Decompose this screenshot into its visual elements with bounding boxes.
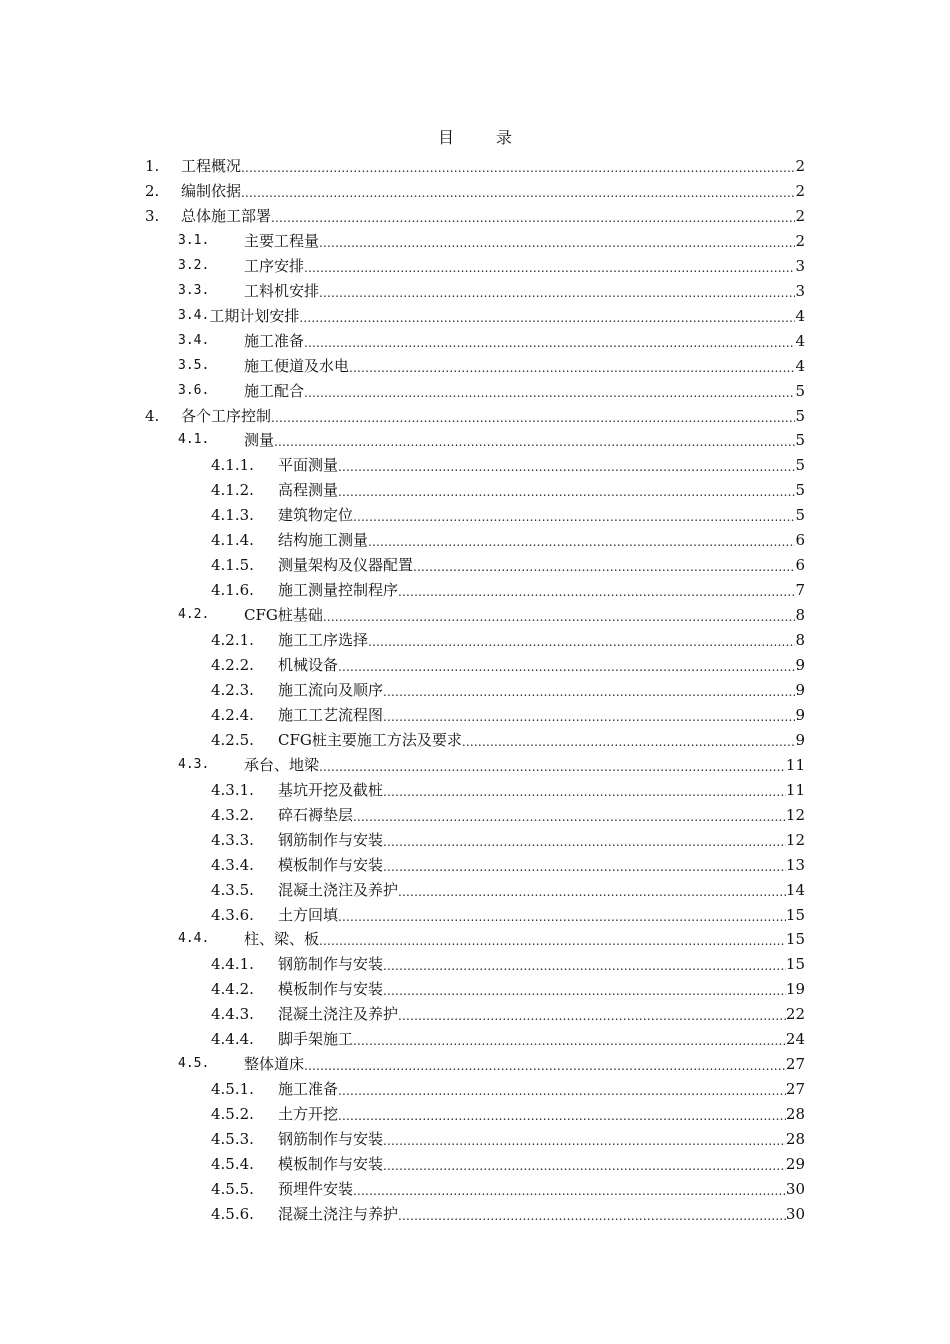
- toc-dot-leader: [383, 830, 786, 850]
- toc-entry-page-number: 9: [795, 656, 805, 674]
- toc-entry-label: 工序安排: [244, 256, 305, 275]
- toc-entry[interactable]: [211, 999, 805, 1024]
- toc-entry-label: 工期计划安排: [209, 306, 300, 325]
- toc-entry[interactable]: [211, 775, 805, 800]
- toc-entry-label: 柱、梁、板: [244, 930, 320, 949]
- toc-entry-label: 测量架构及仪器配置: [278, 556, 414, 575]
- toc-entry[interactable]: [211, 550, 805, 575]
- toc-entry-label: 工料机安排: [244, 281, 320, 300]
- toc-entry[interactable]: [211, 725, 805, 750]
- toc-entry-number: 4.5.5.: [211, 1179, 254, 1198]
- toc-dot-leader: [353, 1179, 786, 1199]
- toc-dot-leader: [383, 954, 786, 974]
- toc-entry-page-number: 2: [795, 231, 805, 250]
- toc-dot-leader: [398, 880, 786, 900]
- toc-entry-number: 4.1.: [178, 432, 210, 448]
- toc-title-left: 目: [437, 128, 454, 147]
- toc-title: [0, 127, 950, 149]
- toc-entry-label: 脚手架施工: [278, 1030, 354, 1049]
- toc-entry[interactable]: [211, 1099, 805, 1124]
- toc-dot-leader: [319, 929, 786, 949]
- toc-entry-number: 4.3.2.: [211, 805, 254, 824]
- toc-entry-page-number: 12: [785, 830, 805, 849]
- toc-entry-page-number: 13: [785, 855, 805, 874]
- toc-entry-page-number: 15: [785, 905, 805, 924]
- toc-entry-label: 整体道床: [244, 1055, 305, 1074]
- toc-entry-number: 1.: [145, 157, 160, 175]
- toc-entry[interactable]: [211, 1074, 805, 1099]
- toc-dot-leader: [383, 680, 795, 700]
- toc-entry-number: 4.1.6.: [211, 581, 254, 600]
- toc-entry-label: 土方开挖: [278, 1105, 339, 1124]
- toc-entry-page-number: 30: [785, 1179, 805, 1198]
- toc-entry-page-number: 5: [795, 381, 805, 400]
- toc-entry-label: 编制依据: [181, 181, 242, 200]
- toc-entry-number: 4.2.3.: [211, 680, 254, 699]
- toc-dot-leader: [398, 1204, 786, 1224]
- toc-entry[interactable]: [178, 376, 805, 401]
- toc-entry[interactable]: [178, 425, 805, 450]
- toc-entry[interactable]: [145, 401, 805, 426]
- toc-dot-leader: [353, 805, 786, 825]
- toc-entry-page-number: 28: [785, 1105, 805, 1124]
- toc-entry[interactable]: [211, 475, 805, 500]
- toc-dot-leader: [323, 605, 796, 625]
- toc-dot-leader: [368, 530, 795, 550]
- toc-entry-number: 4.4.2.: [211, 980, 254, 999]
- toc-dot-leader: [383, 1129, 786, 1149]
- toc-entry-label: CFG桩基础: [244, 606, 323, 625]
- toc-entry-number: 4.3.1.: [211, 780, 254, 799]
- toc-entry-page-number: 4: [795, 356, 805, 375]
- toc-entry-page-number: 7: [795, 581, 805, 600]
- toc-dot-leader: [304, 331, 795, 351]
- toc-entry-number: 4.2.2.: [211, 656, 254, 674]
- toc-dot-leader: [319, 281, 795, 301]
- toc-entry-label: 混凝土浇注与养护: [278, 1204, 399, 1223]
- toc-dot-leader: [241, 181, 795, 201]
- toc-dot-leader: [413, 555, 795, 575]
- toc-entry[interactable]: [211, 949, 805, 974]
- toc-entry-page-number: 5: [795, 481, 805, 500]
- toc-dot-leader: [353, 1029, 786, 1049]
- toc-entry-page-number: 8: [795, 606, 805, 625]
- toc-dot-leader: [383, 1154, 786, 1174]
- toc-entry[interactable]: [211, 825, 805, 850]
- toc-entry-label: 主要工程量: [244, 231, 320, 250]
- toc-entry[interactable]: [211, 800, 805, 825]
- toc-dot-leader: [338, 655, 795, 675]
- toc-entry-label: 模板制作与安装: [278, 980, 384, 999]
- toc-entry[interactable]: [211, 974, 805, 999]
- toc-entry-page-number: 5: [795, 431, 805, 450]
- toc-entry-number: 3.4.: [178, 332, 210, 348]
- toc-entry-page-number: 5: [795, 406, 805, 425]
- toc-entry[interactable]: [145, 201, 805, 226]
- toc-entry-label: 土方回填: [278, 905, 339, 924]
- toc-entry-number: 4.: [145, 406, 160, 425]
- toc-entry-page-number: 11: [785, 755, 805, 774]
- toc-dot-leader: [271, 206, 795, 226]
- toc-entry-label: 测量: [244, 431, 275, 450]
- toc-entry-page-number: 15: [785, 930, 805, 949]
- toc-entry-page-number: 9: [795, 680, 805, 699]
- toc-entry-number: 3.4.: [178, 307, 210, 323]
- toc-entry-label: 混凝土浇注及养护: [278, 880, 399, 899]
- toc-entry-label: 施工便道及水电: [244, 356, 350, 375]
- toc-dot-leader: [304, 256, 795, 276]
- toc-dot-leader: [338, 1079, 786, 1099]
- toc-entry-label: 施工工艺流程图: [278, 705, 384, 724]
- toc-entry-number: 4.2.5.: [211, 730, 254, 749]
- toc-entry-label: 预埋件安装: [278, 1179, 354, 1198]
- toc-entry-page-number: 14: [785, 880, 805, 899]
- toc-dot-leader: [398, 1004, 786, 1024]
- toc-entry[interactable]: [178, 924, 805, 949]
- toc-entry-label: 钢筋制作与安装: [278, 1130, 384, 1149]
- toc-dot-leader: [338, 455, 795, 475]
- toc-entry-label: 结构施工测量: [278, 531, 369, 550]
- toc-entry[interactable]: [178, 1049, 805, 1074]
- toc-entry-number: 2.: [145, 181, 160, 200]
- toc-entry-label: 工程概况: [181, 157, 242, 175]
- toc-entry-label: 施工配合: [244, 381, 305, 400]
- toc-entry-page-number: 2: [795, 181, 805, 200]
- toc-entry-number: 4.5.3.: [211, 1130, 254, 1149]
- toc-entry-label: 施工工序选择: [278, 631, 369, 650]
- toc-entry[interactable]: [211, 575, 805, 600]
- toc-entry-label: 施工测量控制程序: [278, 581, 399, 600]
- toc-title-right: 录: [496, 128, 513, 147]
- toc-entry-label: 模板制作与安装: [278, 855, 384, 874]
- toc-entry[interactable]: [178, 326, 805, 351]
- toc-entry[interactable]: [211, 450, 805, 475]
- toc-entry-page-number: 27: [785, 1080, 805, 1099]
- toc-entry-page-number: 4: [795, 306, 805, 325]
- toc-entry-label: 机械设备: [278, 656, 339, 674]
- toc-entry-page-number: 5: [795, 456, 805, 475]
- toc-entry-page-number: 12: [785, 805, 805, 824]
- toc-entry[interactable]: [211, 650, 805, 675]
- toc-entry[interactable]: [145, 176, 805, 201]
- toc-dot-leader: [338, 905, 786, 925]
- toc-entry-page-number: 6: [795, 531, 805, 550]
- toc-entry[interactable]: [145, 151, 805, 176]
- toc-entry[interactable]: [211, 1149, 805, 1174]
- toc-entry-number: 4.2.: [178, 607, 210, 623]
- toc-dot-leader: [299, 306, 795, 326]
- toc-entry-number: 4.1.5.: [211, 556, 254, 575]
- toc-dot-leader: [368, 630, 795, 650]
- toc-entry-page-number: 11: [785, 780, 805, 799]
- toc-entry-number: 4.3.: [178, 756, 210, 772]
- toc-dot-leader: [274, 430, 795, 450]
- toc-entry-label: 总体施工部署: [181, 206, 272, 225]
- toc-entry-number: 4.5.: [178, 1056, 210, 1072]
- toc-entry-page-number: 2: [795, 206, 805, 225]
- toc-entry-number: 4.4.3.: [211, 1005, 254, 1024]
- toc-entry[interactable]: [178, 276, 805, 301]
- toc-entry[interactable]: [211, 1174, 805, 1199]
- toc-entry[interactable]: [211, 500, 805, 525]
- toc-dot-leader: [462, 730, 796, 750]
- toc-entry-page-number: 5: [795, 506, 805, 525]
- toc-entry-number: 4.2.1.: [211, 631, 254, 650]
- toc-entry[interactable]: [211, 700, 805, 725]
- toc-entry-number: 4.1.2.: [211, 481, 254, 500]
- toc-entry-label: 各个工序控制: [181, 406, 272, 425]
- toc-entry-number: 3.5.: [178, 357, 210, 373]
- toc-dot-leader: [319, 231, 795, 251]
- toc-entry-label: 基坑开挖及截桩: [278, 780, 384, 799]
- toc-dot-leader: [383, 780, 786, 800]
- toc-entry-page-number: 2: [795, 157, 805, 175]
- toc-entry-number: 4.2.4.: [211, 705, 254, 724]
- toc-dot-leader: [349, 356, 795, 376]
- toc-entry-number: 3.6.: [178, 382, 210, 398]
- toc-entry-label: CFG桩主要施工方法及要求: [278, 730, 462, 749]
- toc-entry-number: 4.3.5.: [211, 880, 254, 899]
- toc-entry-page-number: 22: [785, 1005, 805, 1024]
- toc-entry-number: 4.5.2.: [211, 1105, 254, 1124]
- toc-entry-page-number: 19: [785, 980, 805, 999]
- toc-entry-page-number: 15: [785, 955, 805, 974]
- toc-entry[interactable]: [211, 1124, 805, 1149]
- toc-entry-number: 4.5.6.: [211, 1204, 254, 1223]
- toc-dot-leader: [383, 855, 786, 875]
- toc-entry[interactable]: [211, 850, 805, 875]
- toc-entry-number: 4.3.6.: [211, 905, 254, 924]
- toc-entry-page-number: 9: [795, 705, 805, 724]
- toc-entry-label: 承台、地梁: [244, 755, 320, 774]
- toc-entry-page-number: 3: [795, 281, 805, 300]
- toc-entry-number: 4.5.4.: [211, 1155, 254, 1173]
- toc-entry-number: 3.2.: [178, 257, 210, 273]
- toc-entry[interactable]: [178, 351, 805, 376]
- toc-entry-label: 施工准备: [244, 331, 305, 350]
- toc-entry-number: 4.4.4.: [211, 1030, 254, 1049]
- toc-entry-page-number: 3: [795, 256, 805, 275]
- toc-entry-number: 4.5.1.: [211, 1080, 254, 1099]
- toc-entry[interactable]: [178, 251, 805, 276]
- toc-entry-page-number: 24: [785, 1030, 805, 1049]
- toc-entry[interactable]: [178, 750, 805, 775]
- toc-entry-page-number: 4: [795, 331, 805, 350]
- toc-entry[interactable]: [211, 1199, 805, 1224]
- toc-entry-label: 模板制作与安装: [278, 1155, 384, 1173]
- toc-dot-leader: [319, 755, 786, 775]
- toc-dot-leader: [338, 1104, 786, 1124]
- toc-entry-label: 碎石褥垫层: [278, 805, 354, 824]
- toc-entry[interactable]: [178, 301, 805, 326]
- toc-dot-leader: [383, 705, 795, 725]
- toc-entry-label: 建筑物定位: [278, 506, 354, 525]
- toc-entry-label: 平面测量: [278, 456, 339, 475]
- toc-entry-number: 4.1.1.: [211, 456, 254, 475]
- toc-entry-number: 4.3.3.: [211, 830, 254, 849]
- toc-entry-page-number: 9: [795, 730, 805, 749]
- toc-dot-leader: [304, 381, 795, 401]
- toc-dot-leader: [338, 480, 795, 500]
- toc-entry[interactable]: [211, 525, 805, 550]
- toc-entry-number: 4.3.4.: [211, 855, 254, 874]
- toc-entry-number: 3.3.: [178, 282, 210, 298]
- toc-entry[interactable]: [178, 226, 805, 251]
- toc-entry[interactable]: [211, 900, 805, 925]
- toc-entry-number: 4.1.4.: [211, 531, 254, 550]
- toc-entry[interactable]: [178, 600, 805, 625]
- toc-entry-number: 4.4.1.: [211, 955, 254, 974]
- toc-entry-page-number: 28: [785, 1130, 805, 1149]
- toc-entry-number: 4.1.3.: [211, 506, 254, 525]
- toc-entry-page-number: 8: [795, 631, 805, 650]
- toc-entry-number: 4.4.: [178, 931, 210, 947]
- toc-dot-leader: [398, 580, 795, 600]
- toc-entry-label: 施工准备: [278, 1080, 339, 1099]
- toc-entry-label: 钢筋制作与安装: [278, 955, 384, 974]
- toc-entry-label: 钢筋制作与安装: [278, 830, 384, 849]
- toc-dot-leader: [271, 406, 795, 426]
- toc-entry-page-number: 30: [785, 1204, 805, 1223]
- toc-entry-number: 3.: [145, 206, 160, 225]
- toc-entry-number: 3.1.: [178, 232, 210, 248]
- toc-dot-leader: [241, 156, 795, 176]
- toc-entry-page-number: 29: [785, 1155, 805, 1173]
- toc-entry-page-number: 27: [785, 1055, 805, 1074]
- toc-entry[interactable]: [211, 1024, 805, 1049]
- toc-entry-label: 高程测量: [278, 481, 339, 500]
- toc-entry-page-number: 6: [795, 556, 805, 575]
- toc-dot-leader: [383, 979, 786, 999]
- toc-dot-leader: [304, 1054, 786, 1074]
- toc-dot-leader: [353, 505, 795, 525]
- toc-entry[interactable]: [211, 625, 805, 650]
- toc-entry[interactable]: [211, 675, 805, 700]
- toc-entry[interactable]: [211, 875, 805, 900]
- toc-entry-label: 施工流向及顺序: [278, 680, 384, 699]
- toc-entry-label: 混凝土浇注及养护: [278, 1005, 399, 1024]
